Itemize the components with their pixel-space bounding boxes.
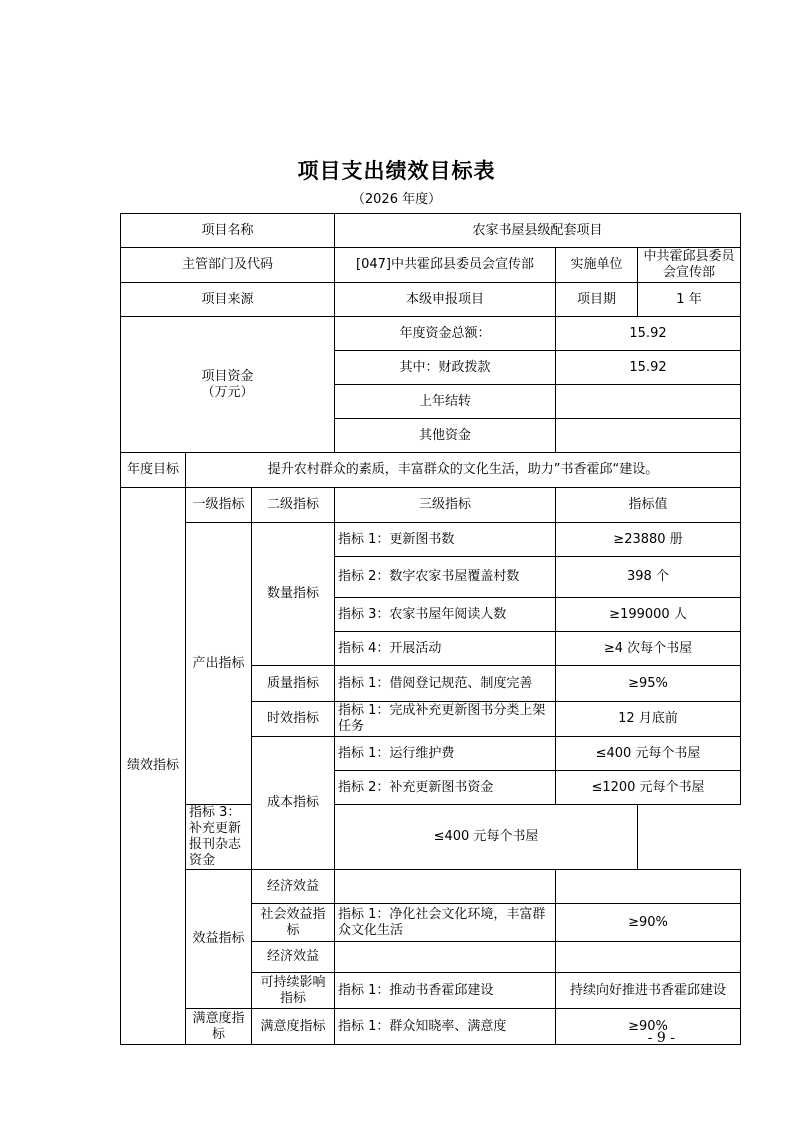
- annual-total-label: 年度资金总额：: [335, 317, 556, 351]
- subgroup-sustainable: 可持续影响指标: [252, 973, 335, 1009]
- subgroup-cost: 成本指标: [252, 737, 335, 870]
- fiscal-year-subtitle: （2026 年度）: [351, 192, 442, 207]
- table-row: [121, 317, 741, 351]
- table-row: [121, 214, 741, 248]
- table-row: [121, 248, 741, 283]
- period-label: 项目期: [556, 283, 638, 317]
- indicator-value: 持续向好推进书香霍邱建设: [556, 973, 741, 1009]
- fiscal-label: 其中：财政拨款: [335, 351, 556, 385]
- header-value: 指标值: [556, 488, 741, 523]
- indicator-value: ≥90%: [556, 1009, 741, 1045]
- subgroup-economic: 经济效益: [252, 870, 335, 904]
- header-level3: 三级指标: [335, 488, 556, 523]
- indicator-value: ≥23880 册: [556, 523, 741, 557]
- period-value: 1 年: [638, 283, 741, 317]
- other-funds-label: 其他资金: [335, 419, 556, 453]
- source-label: 项目来源: [121, 283, 335, 317]
- subgroup-timeliness: 时效指标: [252, 702, 335, 737]
- group-satisfaction: 满意度指标: [186, 1009, 252, 1045]
- indicator-value: ≤400 元每个书屋: [335, 805, 638, 870]
- source-value: 本级申报项目: [335, 283, 556, 317]
- table-row: [121, 488, 741, 523]
- header-level1: 一级指标: [186, 488, 252, 523]
- indicator-name: 指标 3：农家书屋年阅读人数: [335, 598, 556, 632]
- other-funds-value: [556, 419, 741, 453]
- group-benefit: 效益指标: [186, 870, 252, 1009]
- indicator-name: [335, 942, 556, 973]
- indicator-value: ≥4 次每个书屋: [556, 632, 741, 666]
- project-name-value: 农家书屋县级配套项目: [335, 214, 741, 248]
- project-name-label: 项目名称: [121, 214, 335, 248]
- annual-goal-value: 提升农村群众的素质，丰富群众的文化生活，助力”书香霍邱“建设。: [186, 453, 741, 488]
- indicator-value: 12 月底前: [556, 702, 741, 737]
- indicator-name: 指标 3：补充更新报刊杂志资金: [186, 805, 252, 870]
- carryover-value: [556, 385, 741, 419]
- carryover-label: 上年结转: [335, 385, 556, 419]
- table-row: [121, 805, 741, 870]
- indicator-name: 指标 1：净化社会文化环境，丰富群众文化生活: [335, 904, 556, 942]
- table-row: [121, 870, 741, 904]
- indicator-value: ≥90%: [556, 904, 741, 942]
- funds-label: 项目资金 （万元）: [121, 317, 335, 453]
- impl-unit-value: 中共霍邱县委员会宣传部: [638, 248, 741, 283]
- department-label: 主管部门及代码: [121, 248, 335, 283]
- indicator-name: [335, 870, 556, 904]
- impl-unit-label: 实施单位: [556, 248, 638, 283]
- indicator-name: 指标 2：补充更新图书资金: [335, 771, 556, 805]
- indicator-value: [556, 870, 741, 904]
- indicator-value: ≥95%: [556, 666, 741, 702]
- performance-target-table: [120, 213, 741, 1045]
- department-value: [047]中共霍邱县委员会宣传部: [335, 248, 556, 283]
- indicator-name: 指标 4：开展活动: [335, 632, 556, 666]
- indicator-name: 指标 1：借阅登记规范、制度完善: [335, 666, 556, 702]
- indicator-name: 指标 1：完成补充更新图书分类上架任务: [335, 702, 556, 737]
- page-number: - 9 -: [647, 1030, 675, 1046]
- group-output: 产出指标: [186, 523, 252, 805]
- subgroup-quality: 质量指标: [252, 666, 335, 702]
- table-row: [121, 283, 741, 317]
- subgroup-quantity: 数量指标: [252, 523, 335, 666]
- indicator-name: 指标 1：更新图书数: [335, 523, 556, 557]
- indicator-name: 指标 1：运行维护费: [335, 737, 556, 771]
- subgroup-social: 社会效益指标: [252, 904, 335, 942]
- perf-label: 绩效指标: [121, 488, 186, 1045]
- subgroup-satisfaction: 满意度指标: [252, 1009, 335, 1045]
- indicator-value: ≥199000 人: [556, 598, 741, 632]
- table-row: [121, 523, 741, 557]
- indicator-value: ≤1200 元每个书屋: [556, 771, 741, 805]
- indicator-value: [556, 942, 741, 973]
- annual-goal-label: 年度目标: [121, 453, 186, 488]
- indicator-value: 398 个: [556, 557, 741, 598]
- table-row: [121, 453, 741, 488]
- indicator-value: ≤400 元每个书屋: [556, 737, 741, 771]
- indicator-name: 指标 2：数字农家书屋覆盖村数: [335, 557, 556, 598]
- indicator-name: 指标 1：群众知晓率、满意度: [335, 1009, 556, 1045]
- header-level2: 二级指标: [252, 488, 335, 523]
- indicator-name: 指标 1：推动书香霍邱建设: [335, 973, 556, 1009]
- subgroup-economic: 经济效益: [252, 942, 335, 973]
- fiscal-value: 15.92: [556, 351, 741, 385]
- annual-total-value: 15.92: [556, 317, 741, 351]
- page-title: 项目支出绩效目标表: [297, 158, 496, 183]
